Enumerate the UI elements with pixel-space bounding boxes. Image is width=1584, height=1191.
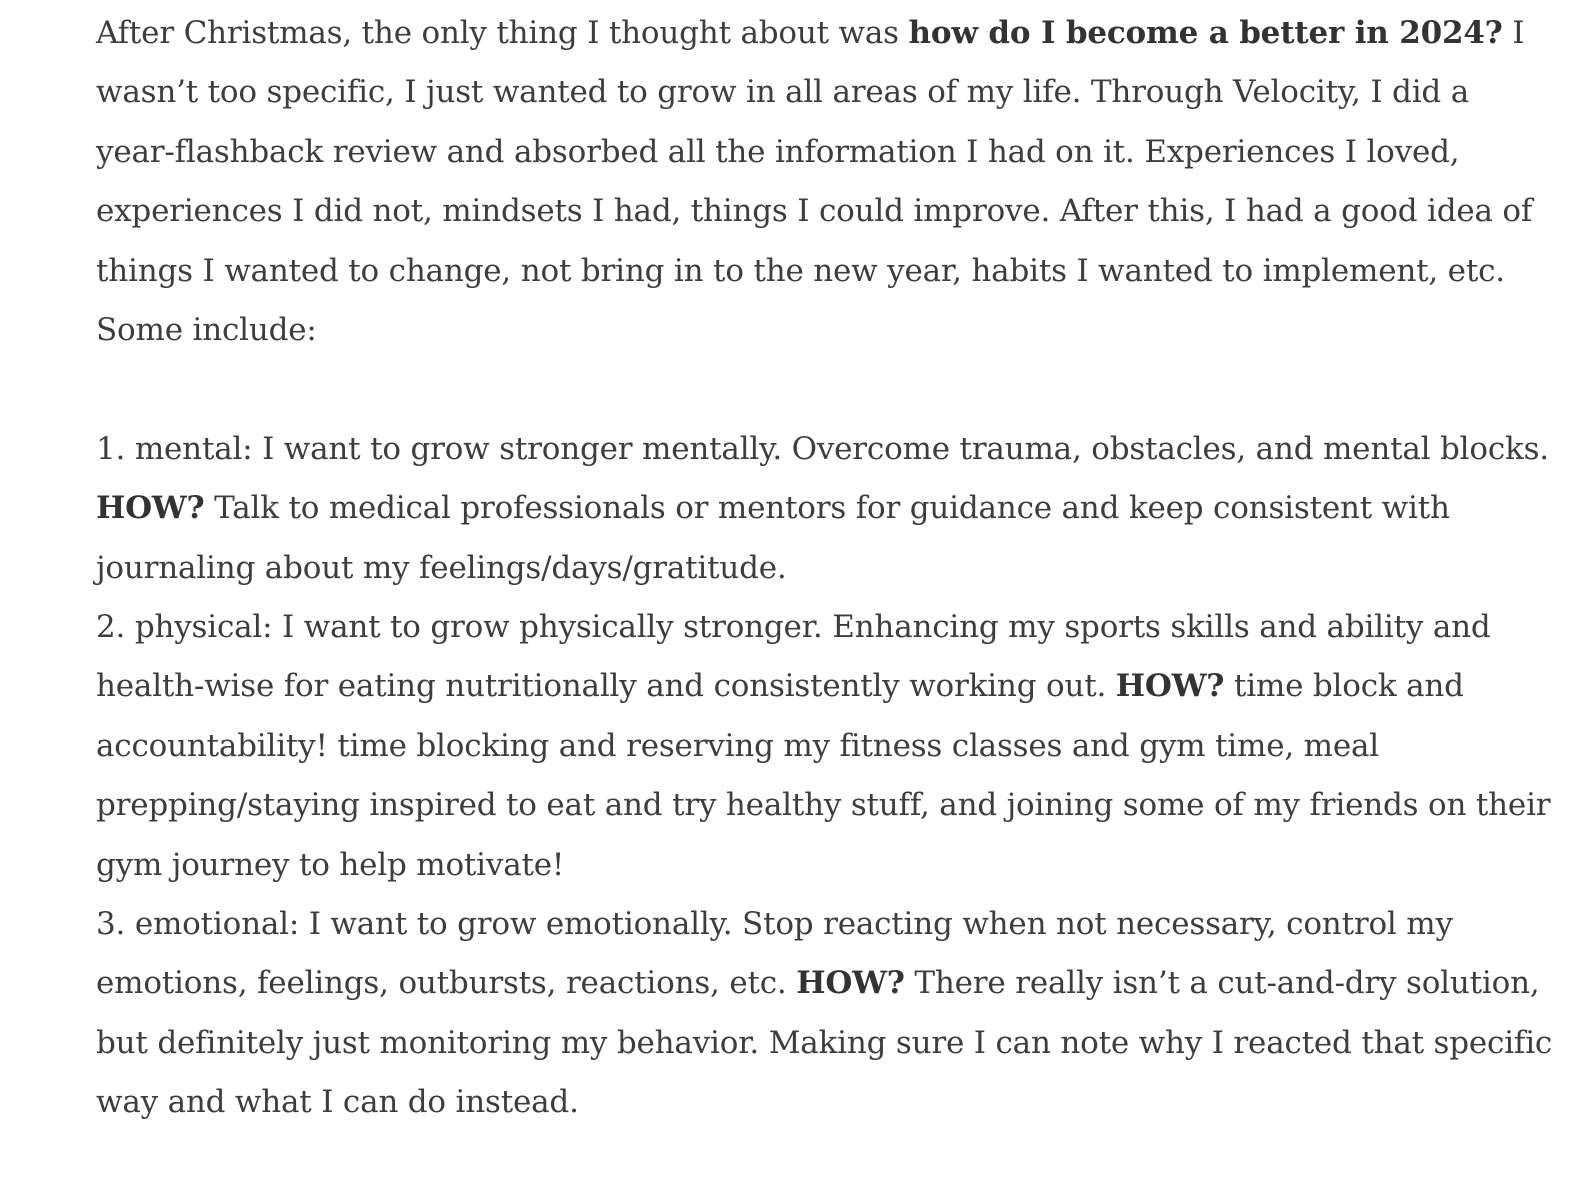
how-label: HOW?: [96, 490, 205, 527]
list-item-physical: [96, 598, 1556, 895]
list-item-detail: time block and accountability! time blocking and reserving my fitness classes and gym time, meal prepping/staying inspired to eat and try healthy stuff, and joining some of my friends on their gym journey to help motivate!: [96, 668, 1551, 883]
list-item-detail: Talk to medical professionals or mentors for guidance and keep consistent with journaling about my feelings/days/gratitude.: [96, 490, 1450, 586]
list-item-emotional: [96, 895, 1556, 1133]
paragraph-spacer: [96, 360, 1556, 419]
list-item-detail: There really isn’t a cut-and-dry solution, but definitely just monitoring my behavior. Making sure I can note why I reacted that specific way and what I can do instead.: [96, 965, 1553, 1121]
intro-text-start: After Christmas, the only thing I thought about was: [96, 15, 909, 51]
intro-bold-question: how do I become a better in 2024?: [908, 15, 1503, 51]
list-item-lead: 3. emotional: I want to grow emotionally. Stop reacting when not necessary, control my emotions, feelings, outbursts, reactions, etc.: [96, 906, 1453, 1002]
how-label: HOW?: [1115, 668, 1225, 705]
how-label: HOW?: [796, 965, 905, 1002]
list-item-mental: [96, 420, 1556, 598]
intro-paragraph: [96, 4, 1556, 360]
list-item-lead: 2. physical: I want to grow physically stronger. Enhancing my sports skills and ability and health-wise for eating nutritionally and consistently working out.: [96, 609, 1491, 705]
intro-text-end: I wasn’t too specific, I just wanted to grow in all areas of my life. Through Velocity, I did a year-flashback review and absorbed all the information I had on it. Experiences I loved, experiences I did not, mindsets I had, things I could improve. After this, I had a good idea of things I wanted to change, not bring in to the new year, habits I wanted to implement, etc. Some include:: [96, 15, 1533, 349]
list-item-lead: 1. mental: I want to grow stronger mentally. Overcome trauma, obstacles, and mental blocks.: [96, 430, 1549, 467]
article-body: [96, 4, 1556, 1133]
